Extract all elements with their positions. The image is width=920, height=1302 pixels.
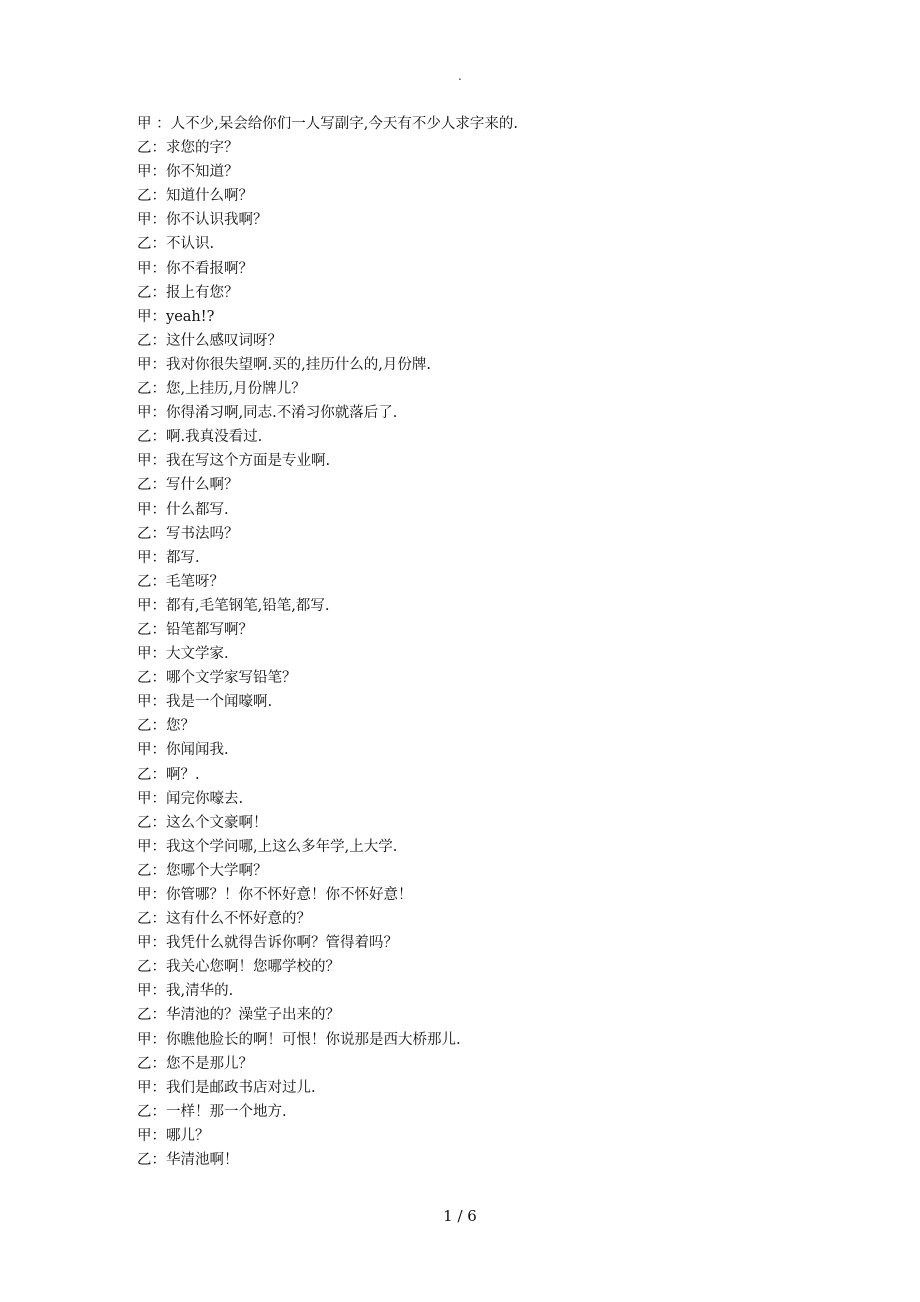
dialogue-line: 甲：我对你很失望啊.买的,挂历什么的,月份牌.: [137, 356, 431, 373]
dialogue-line: 甲：大文学家.: [137, 646, 229, 663]
dialogue-line: 乙：啊？.: [137, 766, 200, 783]
page-number: 1 / 6: [443, 1207, 477, 1225]
dialogue-line: 甲：哪儿？: [137, 1127, 210, 1144]
dialogue-body: [137, 112, 837, 1172]
dialogue-line: 甲 ：人不少,呆会给你们一人写副字,今天有不少人求字来的.: [137, 116, 518, 132]
dialogue-line: 甲：你不认识我啊？: [137, 212, 268, 229]
dialogue-line: 乙：您？: [137, 718, 195, 735]
dialogue-line: 乙：报上有您？: [137, 284, 239, 301]
dialogue-line: 乙：这么个文豪啊！: [137, 814, 268, 831]
dialogue-line: 乙：啊.我真没看过.: [137, 429, 263, 446]
dialogue-line: 乙：这什么感叹词呀？: [137, 332, 282, 349]
dialogue-line: 甲：你不知道？: [137, 164, 239, 181]
dialogue-line: 甲：你管哪？！你不怀好意！你不怀好意！: [137, 887, 413, 903]
dialogue-line: 甲：我在写这个方面是专业啊.: [137, 453, 331, 470]
dialogue-line: 甲：我凭什么就得告诉你啊？管得着吗？: [137, 935, 398, 952]
dialogue-line: 甲：yeah!?: [137, 308, 215, 325]
dialogue-line: 乙：一样！那一个地方.: [137, 1103, 287, 1120]
dialogue-line: 甲：我们是邮政书店对过儿.: [137, 1079, 316, 1096]
dialogue-line: 甲：你闻闻我.: [137, 742, 229, 759]
dialogue-line: 乙：不认识.: [137, 236, 215, 253]
dialogue-line: 乙：求您的字？: [137, 140, 239, 157]
dialogue-line: 乙：铅笔都写啊？: [137, 621, 253, 638]
dialogue-line: 甲：你得淆习啊,同志.不淆习你就落后了.: [137, 405, 398, 422]
dialogue-line: 乙：毛笔呀？: [137, 573, 224, 590]
dialogue-line: 乙：知道什么啊？: [137, 188, 253, 205]
dialogue-line: 乙：华清池啊！: [137, 1152, 239, 1169]
dialogue-line: 乙：您不是那儿？: [137, 1055, 253, 1072]
dialogue-line: 甲：我,清华的.: [137, 983, 234, 1000]
dialogue-line: 甲：都写.: [137, 549, 200, 566]
dialogue-line: 乙：哪个文学家写铅笔？: [137, 670, 297, 687]
dialogue-line: 甲：都有,毛笔钢笔,铅笔,都写.: [137, 597, 330, 614]
dialogue-line: 甲：你瞧他脸长的啊！可恨！你说那是西大桥那儿.: [137, 1031, 461, 1048]
dialogue-line: 甲：你不看报啊？: [137, 260, 253, 277]
dialogue-line: 乙：华清池的？澡堂子出来的？: [137, 1007, 340, 1024]
dialogue-line: 乙：您哪个大学啊？: [137, 862, 268, 879]
dialogue-line: 乙：写什么啊？: [137, 477, 239, 494]
dialogue-line: 甲：我这个学问哪,上这么多年学,上大学.: [137, 838, 398, 855]
dialogue-line: 乙：您,上挂历,月份牌儿？: [137, 381, 306, 398]
header-mark: .: [458, 69, 462, 83]
dialogue-line: 乙：写书法吗？: [137, 525, 239, 542]
dialogue-line: 甲：什么都写.: [137, 501, 229, 518]
dialogue-line: 乙：我关心您啊！您哪学校的？: [137, 959, 340, 976]
dialogue-line: 甲：我是一个闻嚎啊.: [137, 694, 273, 711]
dialogue-line: 乙：这有什么不怀好意的？: [137, 911, 311, 928]
dialogue-line: 甲：闻完你嚎去.: [137, 790, 244, 807]
